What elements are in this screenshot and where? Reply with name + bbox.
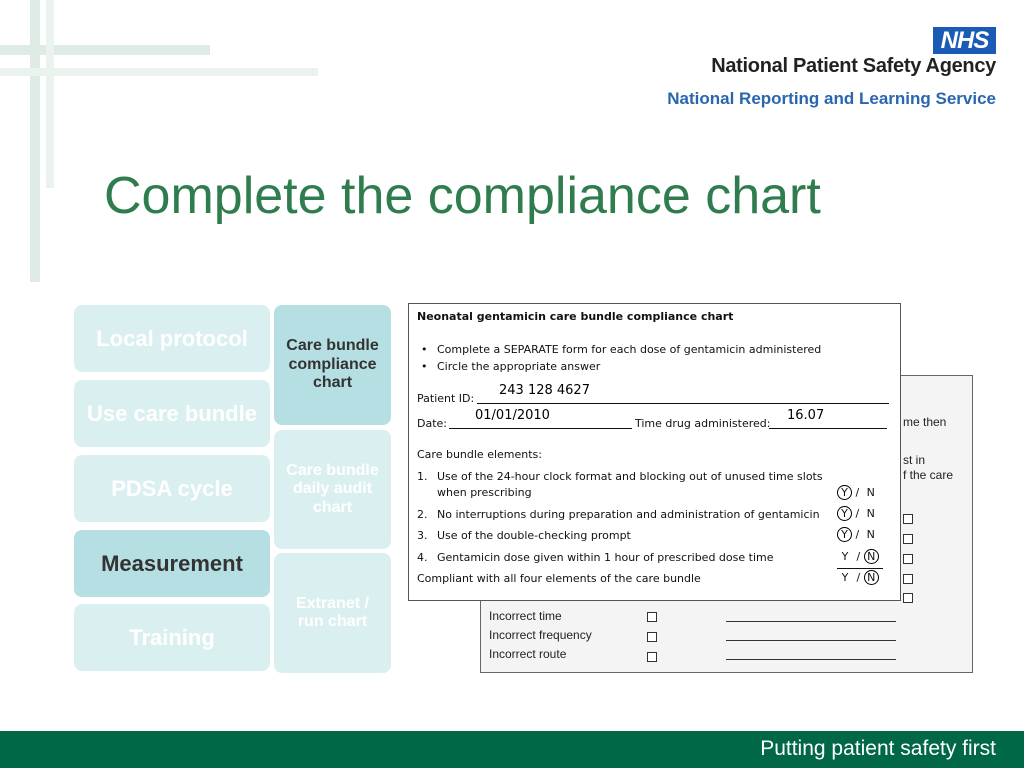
divider-line (837, 568, 883, 569)
decorative-cross-vertical (30, 0, 40, 282)
nav-local-protocol[interactable]: Local protocol (74, 305, 270, 372)
checkbox[interactable] (903, 514, 913, 524)
row-label: Incorrect time (489, 609, 562, 623)
answer-y-n[interactable] (837, 527, 879, 542)
answer-n: N (866, 507, 875, 520)
partial-text: st in (903, 453, 926, 467)
element-number: 4. (417, 551, 428, 564)
nav-care-bundle-daily-audit-chart[interactable]: Care bundle daily audit chart (274, 430, 391, 549)
checkbox[interactable] (647, 652, 657, 662)
sep: / (856, 550, 861, 563)
checkbox[interactable] (903, 554, 913, 564)
element-number: 1. (417, 470, 428, 483)
elements-heading: Care bundle elements: (417, 448, 542, 461)
checkbox[interactable] (903, 593, 913, 603)
sep: / (856, 571, 861, 584)
element-text: when prescribing (437, 486, 532, 499)
nav-pdsa-cycle[interactable]: PDSA cycle (74, 455, 270, 522)
element-text: Use of the 24-hour clock format and blocking out of unused time slots (437, 470, 823, 483)
checkbox[interactable] (647, 612, 657, 622)
nav-extranet-run-chart[interactable]: Extranet / run chart (274, 553, 391, 673)
decorative-cross-horizontal-2 (0, 68, 318, 76)
answer-selected-y: Y (837, 527, 852, 542)
answer-y-n[interactable] (837, 506, 879, 521)
answer-y: Y (841, 550, 849, 563)
answer-n: N (866, 486, 875, 499)
nav-use-care-bundle[interactable]: Use care bundle (74, 380, 270, 447)
service-name: National Reporting and Learning Service (667, 89, 996, 108)
instruction-text: Complete a SEPARATE form for each dose of gentamicin administered (437, 343, 822, 356)
checkbox[interactable] (903, 534, 913, 544)
element-number: 3. (417, 529, 428, 542)
decorative-cross-horizontal (0, 45, 210, 55)
date-line (449, 428, 632, 429)
date-value[interactable]: 01/01/2010 (475, 408, 550, 423)
nav-measurement[interactable]: Measurement (74, 530, 270, 597)
page-title: Complete the compliance chart (104, 167, 821, 225)
answer-selected-y: Y (837, 506, 852, 521)
compliant-answer[interactable] (837, 570, 879, 585)
checkbox[interactable] (903, 574, 913, 584)
answer-selected-n: N (864, 549, 879, 564)
text-line (726, 659, 896, 660)
nav-training[interactable]: Training (74, 604, 270, 671)
time-line (769, 428, 887, 429)
footer-bar (0, 731, 1024, 768)
bullet-icon: • (421, 360, 428, 373)
answer-selected-n: N (864, 570, 879, 585)
row-label: Incorrect frequency (489, 628, 592, 642)
row-label: Incorrect route (489, 647, 567, 661)
answer-n: N (866, 528, 875, 541)
partial-text: me then (903, 415, 947, 429)
element-text: No interruptions during preparation and administration of gentamicin (437, 508, 820, 521)
time-value[interactable]: 16.07 (787, 408, 825, 423)
compliance-chart-sheet (408, 303, 901, 601)
partial-text: f the care (903, 468, 954, 482)
instruction-text: Circle the appropriate answer (437, 360, 601, 373)
answer-selected-y: Y (837, 485, 852, 500)
date-label: Date: (417, 417, 447, 430)
text-line (726, 640, 896, 641)
answer-y-n[interactable] (837, 485, 879, 500)
form-title: Neonatal gentamicin care bundle compliance chart (417, 310, 734, 323)
patient-id-value[interactable]: 243 128 4627 (499, 383, 590, 398)
element-number: 2. (417, 508, 428, 521)
answer-y-n[interactable] (837, 549, 879, 564)
patient-id-line (477, 403, 889, 404)
patient-id-label: Patient ID: (417, 392, 475, 405)
compliant-text: Compliant with all four elements of the care bundle (417, 572, 701, 585)
footer-tagline: Putting patient safety first (760, 737, 996, 760)
nav-care-bundle-compliance-chart[interactable]: Care bundle compliance chart (274, 305, 391, 425)
agency-name: National Patient Safety Agency (711, 55, 996, 77)
sep: / (855, 528, 860, 541)
bullet-icon: • (421, 343, 428, 356)
decorative-cross-vertical-2 (46, 0, 54, 188)
time-label: Time drug administered: (635, 417, 771, 430)
element-text: Use of the double-checking prompt (437, 529, 631, 542)
text-line (726, 621, 896, 622)
element-text: Gentamicin dose given within 1 hour of prescribed dose time (437, 551, 774, 564)
nhs-logo: NHS (933, 27, 996, 54)
sep: / (855, 507, 860, 520)
checkbox[interactable] (647, 632, 657, 642)
sep: / (855, 486, 860, 499)
answer-y: Y (841, 571, 849, 584)
